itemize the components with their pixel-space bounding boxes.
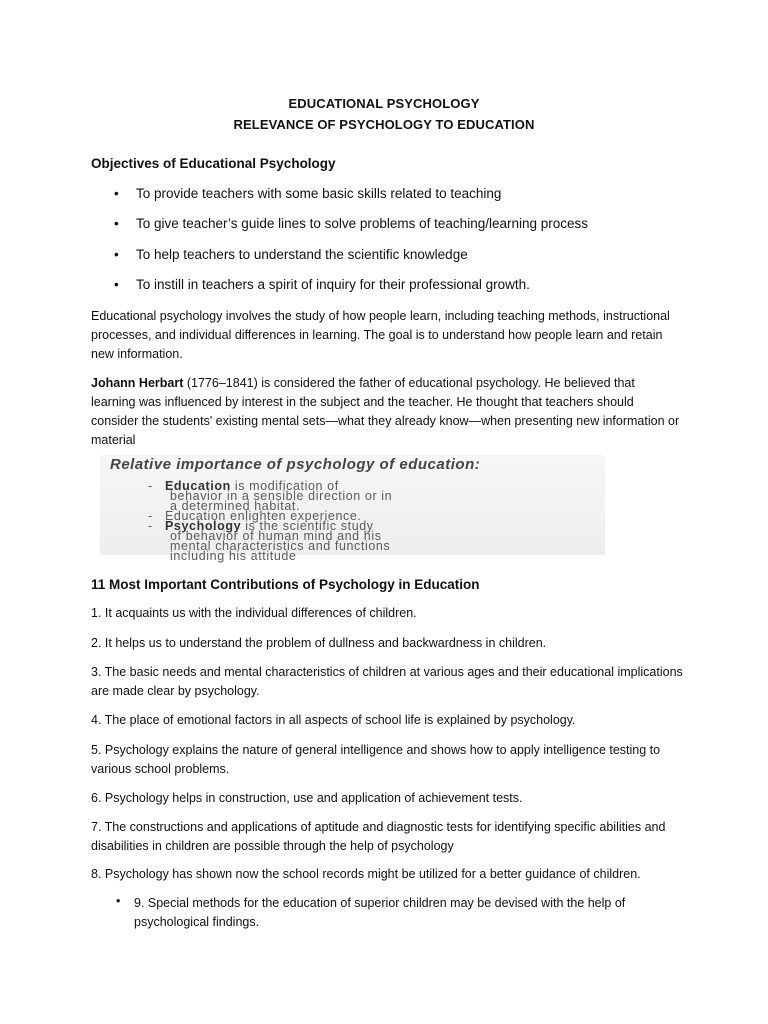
doc-subtitle: RELEVANCE OF PSYCHOLOGY TO EDUCATION [233, 117, 535, 132]
contribution-item: 7. The constructions and applications of aptitude and diagnostic tests for identifying specific abilities and disabilities in children are possible through the help of psychology [91, 820, 666, 853]
slide-line: a determined habitat. [170, 499, 301, 513]
slide-line: - Psychology is the scientific study [148, 519, 374, 533]
contribution-item: 3. The basic needs and mental characteristics of children at various ages and their educational implications are made clear by psychology. [91, 665, 683, 698]
slide-line: of behavior of human mind and his [170, 529, 382, 543]
contribution-item: 8. Psychology has shown now the school records might be utilized for a better guidance of children. [91, 867, 641, 881]
contribution-item: 4. The place of emotional factors in all aspects of school life is explained by psychology. [91, 713, 576, 727]
objective-item: • To help teachers to understand the scientific knowledge [114, 247, 468, 262]
sub-bullet-mark: • [116, 894, 121, 908]
contribution-item: 1. It acquaints us with the individual differences of children. [91, 606, 417, 620]
objectives-heading: Objectives of Educational Psychology [91, 156, 336, 171]
herbart-name: Johann Herbart [91, 376, 184, 390]
contribution-item: 6. Psychology helps in construction, use and application of achievement tests. [91, 791, 523, 805]
slide-line: - Education is modification of [148, 479, 339, 493]
objective-item: • To instill in teachers a spirit of inquiry for their professional growth. [114, 277, 530, 292]
contributions-heading: 11 Most Important Contributions of Psychology in Education [91, 577, 480, 592]
herbart-paragraph [91, 374, 681, 450]
slide-line: - Education enlighten experience. [148, 509, 362, 523]
herbart-text: (1776–1841) is considered the father of educational psychology. He believed that learning was influenced by interest in the subject and the teacher. He thought that teachers should consider the students' existing mental sets—what they already know—when presenting new information or material [91, 376, 680, 447]
objective-item: • To provide teachers with some basic skills related to teaching [114, 186, 502, 201]
doc-title: EDUCATIONAL PSYCHOLOGY [288, 96, 480, 111]
intro-paragraph: Educational psychology involves the study of how people learn, including teaching methods, instructional processes, and individual differences in learning. The goal is to understand how people learn and retain new information. [91, 309, 670, 361]
contribution-item: 2. It helps us to understand the problem of dullness and backwardness in children. [91, 636, 547, 650]
slide-line: mental characteristics and functions [170, 539, 391, 553]
slide-line: behavior in a sensible direction or in [170, 489, 393, 503]
contribution-item: 9. Special methods for the education of superior children may be devised with the help of psychological findings. [134, 896, 626, 929]
objective-item: • To give teacher’s guide lines to solve problems of teaching/learning process [114, 216, 589, 231]
slide-title: Relative importance of psychology of education: [110, 456, 481, 473]
contribution-item: 5. Psychology explains the nature of general intelligence and shows how to apply intelligence testing to various school problems. [91, 743, 661, 776]
embedded-slide-image [100, 455, 605, 563]
slide-line: including his attitude [170, 549, 297, 563]
